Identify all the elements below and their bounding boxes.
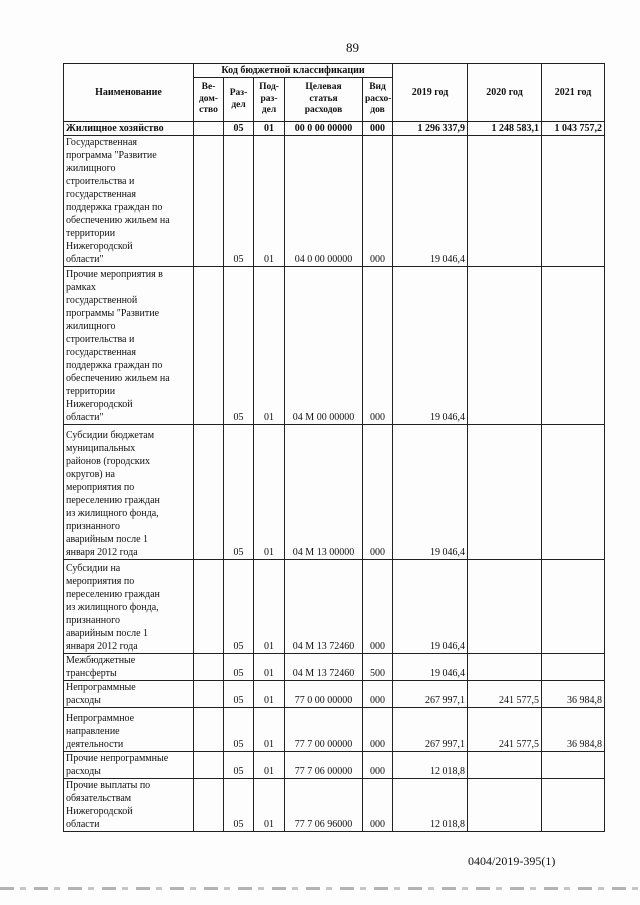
table-row (64, 681, 605, 708)
row-vid: 000 (363, 779, 393, 832)
row-2019: 19 046,4 (393, 654, 468, 681)
row-2019: 19 046,4 (393, 560, 468, 654)
row-name: Прочие непрограммные расходы (64, 752, 194, 779)
row-2019: 19 046,4 (393, 267, 468, 425)
row-podrazdel: 01 (254, 681, 285, 708)
table-row (64, 654, 605, 681)
row-vedomstvo (194, 779, 224, 832)
row-vedomstvo (194, 560, 224, 654)
row-vedomstvo (194, 681, 224, 708)
header-2019: 2019 год (393, 64, 468, 122)
row-podrazdel: 01 (254, 267, 285, 425)
table-row (64, 779, 605, 832)
row-vedomstvo (194, 136, 224, 267)
row-target: 04 М 00 00000 (285, 267, 363, 425)
row-2021: 36 984,8 (542, 708, 605, 752)
table-row (64, 122, 605, 136)
row-2020 (468, 267, 542, 425)
row-name: Жилищное хозяйство (64, 122, 194, 136)
row-2020: 241 577,5 (468, 681, 542, 708)
row-2021 (542, 560, 605, 654)
row-2019: 12 018,8 (393, 779, 468, 832)
row-razdel: 05 (224, 136, 254, 267)
row-2019: 1 296 337,9 (393, 122, 468, 136)
row-razdel: 05 (224, 267, 254, 425)
row-target: 00 0 00 00000 (285, 122, 363, 136)
row-vedomstvo (194, 708, 224, 752)
row-podrazdel: 01 (254, 752, 285, 779)
row-vid: 500 (363, 654, 393, 681)
row-2019: 19 046,4 (393, 136, 468, 267)
row-podrazdel: 01 (254, 654, 285, 681)
header-podrazdel: Под- раз- дел (254, 78, 285, 122)
row-2020: 1 248 583,1 (468, 122, 542, 136)
row-2019: 267 997,1 (393, 681, 468, 708)
row-vid: 000 (363, 681, 393, 708)
page-number: 89 (346, 40, 359, 55)
row-vedomstvo (194, 654, 224, 681)
row-razdel: 05 (224, 654, 254, 681)
row-vid: 000 (363, 708, 393, 752)
row-2020 (468, 136, 542, 267)
header-name: Наименование (64, 64, 194, 122)
row-2019: 19 046,4 (393, 425, 468, 560)
row-vedomstvo (194, 752, 224, 779)
row-vid: 000 (363, 136, 393, 267)
row-podrazdel: 01 (254, 779, 285, 832)
row-razdel: 05 (224, 425, 254, 560)
row-name: Прочие мероприятия в рамках государственной программы "Развитие жилищного строительства и государственная поддержка граждан по обеспечению жильем на территории Нижегородской области" (64, 267, 194, 425)
table-row (64, 267, 605, 425)
row-podrazdel: 01 (254, 560, 285, 654)
row-target: 04 0 00 00000 (285, 136, 363, 267)
row-2021 (542, 752, 605, 779)
header-vedomstvo: Ве- дом- ство (194, 78, 224, 122)
row-razdel: 05 (224, 779, 254, 832)
row-razdel: 05 (224, 681, 254, 708)
row-target: 04 М 13 00000 (285, 425, 363, 560)
row-name: Государственная программа "Развитие жилищного строительства и государственная поддержка граждан по обеспечению жильем на территории Нижегородской области" (64, 136, 194, 267)
row-target: 77 7 06 96000 (285, 779, 363, 832)
row-2020 (468, 560, 542, 654)
table-row (64, 136, 605, 267)
row-2021: 36 984,8 (542, 681, 605, 708)
row-podrazdel: 01 (254, 136, 285, 267)
row-2020 (468, 752, 542, 779)
scan-edge (0, 887, 640, 890)
row-name: Субсидии бюджетам муниципальных районов (городских округов) на мероприятия по переселению граждан из жилищного фонда, признанного аварийным после 1 января 2012 года (64, 425, 194, 560)
row-target: 77 7 06 00000 (285, 752, 363, 779)
row-2020 (468, 425, 542, 560)
header-2021: 2021 год (542, 64, 605, 122)
row-vedomstvo (194, 267, 224, 425)
table-row (64, 752, 605, 779)
row-vid: 000 (363, 122, 393, 136)
table-row (64, 425, 605, 560)
row-razdel: 05 (224, 122, 254, 136)
row-2021 (542, 654, 605, 681)
row-razdel: 05 (224, 708, 254, 752)
row-podrazdel: 01 (254, 425, 285, 560)
row-target: 04 М 13 72460 (285, 654, 363, 681)
row-vid: 000 (363, 752, 393, 779)
row-name: Межбюджетные трансферты (64, 654, 194, 681)
row-vid: 000 (363, 267, 393, 425)
header-vid: Вид расхо- дов (363, 78, 393, 122)
row-name: Прочие выплаты по обязательствам Нижегородской области (64, 779, 194, 832)
row-2020 (468, 779, 542, 832)
document-code: 0404/2019-395(1) (468, 854, 556, 868)
row-2021 (542, 425, 605, 560)
row-razdel: 05 (224, 560, 254, 654)
row-2021 (542, 779, 605, 832)
row-podrazdel: 01 (254, 708, 285, 752)
row-2021 (542, 136, 605, 267)
row-vid: 000 (363, 560, 393, 654)
row-2020: 241 577,5 (468, 708, 542, 752)
row-2021: 1 043 757,2 (542, 122, 605, 136)
header-target: Целевая статья расходов (285, 78, 363, 122)
table-row (64, 560, 605, 654)
header-razdel: Раз- дел (224, 78, 254, 122)
row-vedomstvo (194, 425, 224, 560)
row-2019: 267 997,1 (393, 708, 468, 752)
row-vid: 000 (363, 425, 393, 560)
row-2021 (542, 267, 605, 425)
row-target: 77 7 00 00000 (285, 708, 363, 752)
table-row (64, 708, 605, 752)
row-razdel: 05 (224, 752, 254, 779)
row-2019: 12 018,8 (393, 752, 468, 779)
header-2020: 2020 год (468, 64, 542, 122)
row-podrazdel: 01 (254, 122, 285, 136)
header-code-group: Код бюджетной классификации (194, 64, 393, 78)
row-name: Субсидии на мероприятия по переселению граждан из жилищного фонда, признанного аварийным после 1 января 2012 года (64, 560, 194, 654)
row-target: 04 М 13 72460 (285, 560, 363, 654)
row-name: Непрограммные расходы (64, 681, 194, 708)
row-target: 77 0 00 00000 (285, 681, 363, 708)
row-2020 (468, 654, 542, 681)
row-vedomstvo (194, 122, 224, 136)
budget-table (63, 63, 605, 832)
row-name: Непрограммное направление деятельности (64, 708, 194, 752)
